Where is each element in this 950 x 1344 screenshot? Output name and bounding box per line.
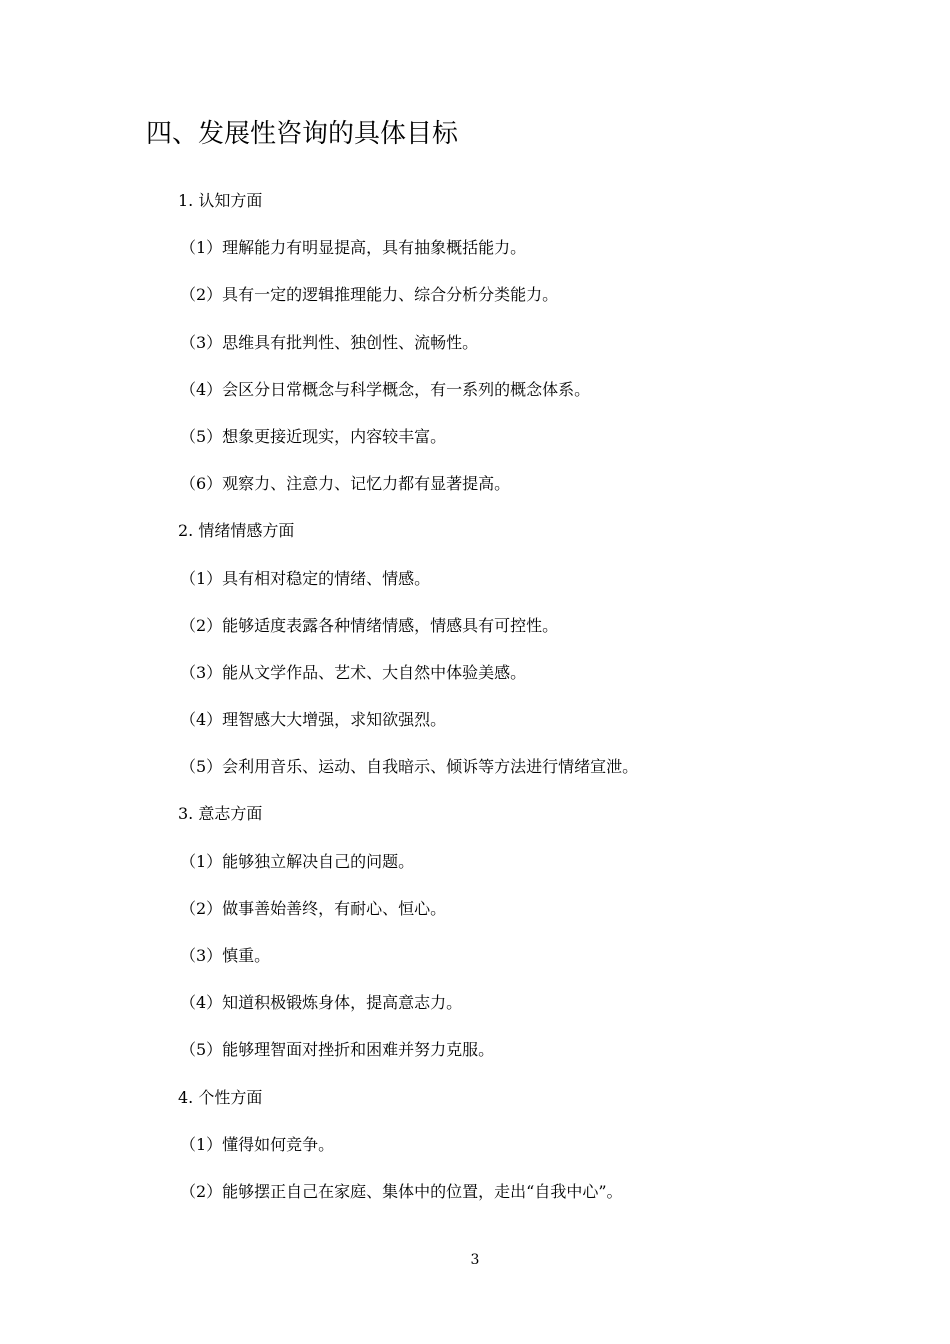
subsection-title-personality: 4. 个性方面	[178, 1087, 263, 1107]
list-item: （5）想象更接近现实，内容较丰富。	[180, 426, 447, 446]
page-number: 3	[470, 1252, 480, 1268]
list-item: （4）知道积极锻炼身体，提高意志力。	[180, 993, 463, 1013]
list-item: （3）能从文学作品、艺术、大自然中体验美感。	[180, 662, 527, 682]
list-item: （1）理解能力有明显提高，具有抽象概括能力。	[180, 238, 527, 258]
list-item: （5）能够理智面对挫折和困难并努力克服。	[180, 1040, 495, 1060]
list-item: （2）能够摆正自己在家庭、集体中的位置，走出“自我中心”。	[180, 1181, 623, 1201]
document-body	[0, 181, 950, 1219]
list-item: （6）观察力、注意力、记忆力都有显著提高。	[180, 474, 511, 494]
list-item: （4）理智感大大增强，求知欲强烈。	[180, 710, 447, 730]
section-heading: 四、发展性咨询的具体目标	[146, 119, 459, 149]
subsection-title-will: 3. 意志方面	[178, 804, 263, 824]
subsection-title-cognition: 1. 认知方面	[178, 191, 263, 210]
list-item: （2）能够适度表露各种情绪情感，情感具有可控性。	[180, 615, 559, 635]
list-item: （1）能够独立解决自己的问题。	[180, 851, 415, 871]
list-item: （2）做事善始善终，有耐心、恒心。	[180, 898, 447, 918]
list-item: （1）具有相对稳定的情绪、情感。	[180, 568, 431, 588]
list-item: （3）慎重。	[180, 946, 271, 965]
list-item: （2）具有一定的逻辑推理能力、综合分析分类能力。	[180, 285, 559, 305]
list-item: （1）懂得如何竞争。	[180, 1134, 335, 1154]
subsection-title-emotion: 2. 情绪情感方面	[178, 521, 295, 541]
list-item: （5）会利用音乐、运动、自我暗示、倾诉等方法进行情绪宣泄。	[180, 757, 639, 777]
list-item: （3）思维具有批判性、独创性、流畅性。	[180, 332, 479, 352]
list-item: （4）会区分日常概念与科学概念，有一系列的概念体系。	[180, 379, 591, 399]
